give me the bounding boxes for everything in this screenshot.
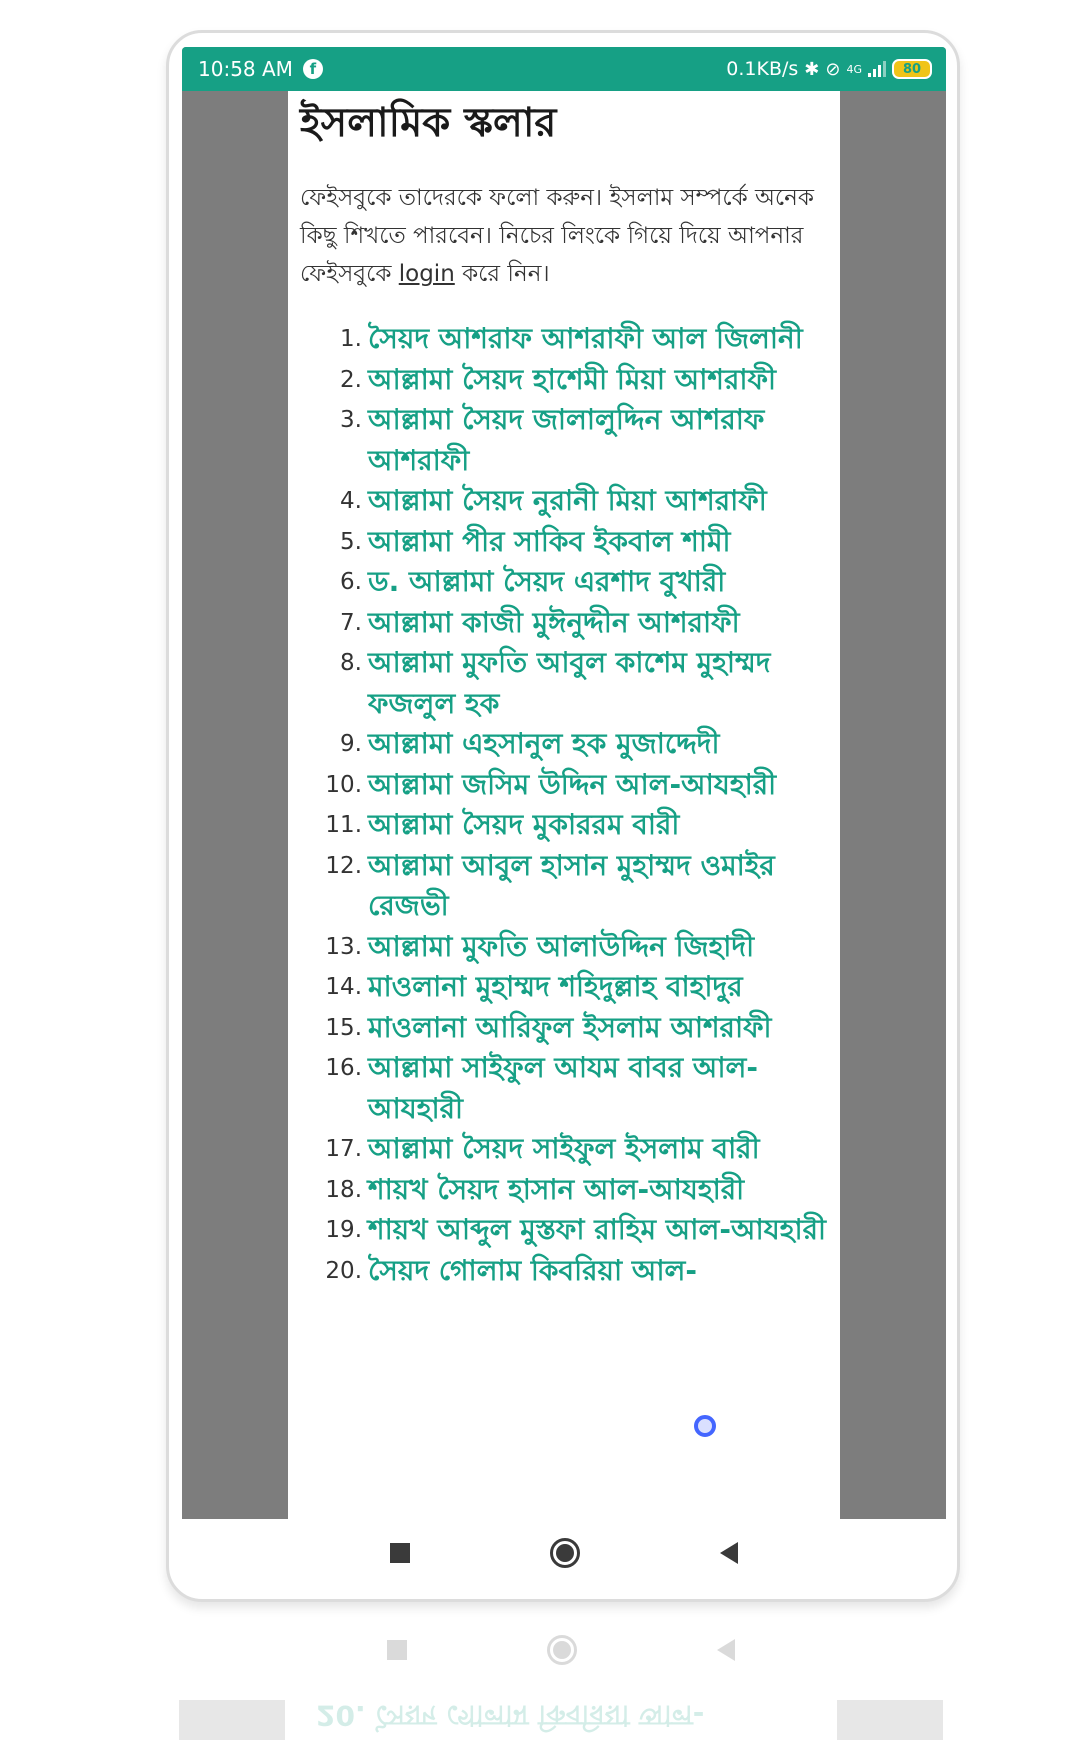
list-number: 20.	[325, 1257, 362, 1284]
status-left	[198, 57, 323, 81]
scholar-link[interactable]: সৈয়দ আশরাফ আশরাফী আল জিলানী	[368, 322, 803, 355]
scholar-link[interactable]: আল্লামা পীর সাকিব ইকবাল শামী	[368, 524, 731, 558]
list-number: 2.	[340, 366, 362, 393]
home-circle-icon[interactable]	[550, 1538, 580, 1568]
list-number: 16.	[325, 1055, 362, 1081]
list-number: 17.	[325, 1136, 362, 1162]
network-speed: 0.1KB/s	[726, 58, 799, 80]
scholar-link[interactable]: আল্লামা এহসানুল হক মুজাদ্দেদী	[368, 727, 720, 760]
reflection-text: 20. সৈয়দ গোলাম কিবরিয়া আল-	[316, 1699, 705, 1732]
battery-icon	[892, 59, 932, 79]
list-item[interactable]	[300, 1170, 828, 1211]
list-item[interactable]	[300, 319, 828, 360]
status-time: 10:58 AM	[198, 57, 293, 81]
scholar-link[interactable]: আল্লামা জসিম উদ্দিন আল-আযহারী	[368, 767, 777, 801]
list-number: 9.	[340, 731, 362, 757]
list-number: 1.	[340, 326, 362, 352]
list-number: 14.	[325, 974, 362, 1000]
reflection-home-icon	[547, 1635, 577, 1665]
scholar-link[interactable]: আল্লামা কাজী মুঈনুদ্দীন আশরাফী	[368, 605, 740, 639]
list-item[interactable]	[300, 1129, 828, 1170]
reflection-nav	[179, 1630, 943, 1670]
scholar-link[interactable]: আল্লামা সৈয়দ নুরানী মিয়া আশরাফী	[368, 484, 767, 517]
scholar-link[interactable]: আল্লামা মুফতি আলাউদ্দিন জিহাদী	[368, 929, 755, 963]
list-item[interactable]	[300, 562, 828, 603]
status-bar	[182, 47, 946, 91]
list-item[interactable]	[300, 927, 828, 968]
list-number: 8.	[340, 650, 362, 676]
scholar-link[interactable]: সৈয়দ গোলাম কিবরিয়া আল-	[368, 1253, 697, 1287]
list-number: 11.	[325, 812, 362, 838]
list-item[interactable]	[300, 643, 828, 724]
facebook-icon: f	[303, 59, 323, 79]
scholar-link[interactable]: আল্লামা সৈয়দ জালালুদ্দিন আশরাফ আশরাফী	[368, 403, 765, 477]
list-number: 15.	[325, 1014, 362, 1041]
list-item[interactable]	[300, 360, 828, 401]
list-item[interactable]	[300, 967, 828, 1008]
battery-level: 80	[902, 61, 922, 77]
recents-square-icon[interactable]	[390, 1543, 410, 1563]
list-number: 4.	[340, 488, 362, 514]
phone-reflection	[166, 1610, 960, 1740]
navigation-bar	[182, 1519, 946, 1587]
reflection-back-icon	[717, 1639, 735, 1661]
list-number: 19.	[325, 1217, 362, 1243]
bluetooth-icon: ✱	[804, 58, 820, 80]
intro-paragraph	[300, 179, 828, 293]
list-item[interactable]	[300, 400, 828, 481]
back-triangle-icon[interactable]	[720, 1542, 738, 1564]
touch-indicator	[694, 1415, 716, 1437]
list-number: 18.	[325, 1176, 362, 1203]
scholar-link[interactable]: আল্লামা সৈয়দ মুকাররম বারী	[368, 808, 680, 841]
scholar-list	[300, 319, 828, 1291]
reflection-square-icon	[387, 1640, 407, 1660]
list-number: 5.	[340, 528, 362, 555]
list-item[interactable]	[300, 522, 828, 563]
status-right	[726, 58, 932, 80]
scholar-link[interactable]: আল্লামা সৈয়দ হাশেমী মিয়া আশরাফী	[368, 362, 776, 396]
scholar-link[interactable]: আল্লামা মুফতি আবুল কাশেম মুহাম্মদ ফজলুল হক	[368, 646, 771, 720]
signal-icon	[868, 61, 886, 77]
login-link[interactable]: login	[398, 261, 455, 287]
scholar-link[interactable]: মাওলানা মুহাম্মদ শহিদুল্লাহ বাহাদুর	[368, 970, 743, 1003]
reflection-gray-left	[179, 1700, 285, 1740]
scholar-link[interactable]: মাওলানা আরিফুল ইসলাম আশরাফী	[368, 1010, 772, 1044]
scholar-link[interactable]: শায়খ আব্দুল মুস্তফা রাহিম আল-আযহারী	[368, 1213, 826, 1246]
list-number: 10.	[325, 771, 362, 798]
list-number: 13.	[325, 933, 362, 960]
reflection-gray-right	[837, 1700, 943, 1740]
scholar-link[interactable]: শায়খ সৈয়দ হাসান আল-আযহারী	[368, 1172, 745, 1206]
list-item[interactable]	[300, 481, 828, 522]
list-number: 6.	[340, 569, 362, 595]
phone-frame	[166, 30, 960, 1602]
phone-screen	[182, 47, 946, 1519]
intro-text: ফেইসবুকে তাদেরকে ফলো করুন। ইসলাম সম্পর্কে অনেক কিছু শিখতে পারবেন। নিচের লিংকে গিয়ে দিয়ে আপনার ফেইসবুকে	[300, 185, 814, 287]
page-content[interactable]	[288, 91, 840, 1519]
list-number: 7.	[340, 609, 362, 636]
list-number: 3.	[340, 407, 362, 433]
list-item[interactable]	[300, 1008, 828, 1049]
scholar-link[interactable]: আল্লামা সৈয়দ সাইফুল ইসলাম বারী	[368, 1132, 760, 1165]
list-item[interactable]	[300, 1048, 828, 1129]
list-item[interactable]	[300, 603, 828, 644]
page-title: ইসলামিক স্কলার	[300, 100, 557, 146]
intro-suffix: করে নিন।	[454, 261, 550, 287]
list-item[interactable]	[300, 765, 828, 806]
scholar-link[interactable]: আল্লামা আবুল হাসান মুহাম্মদ ওমাইর রেজভী	[368, 848, 775, 922]
network-type: 4G	[846, 62, 862, 76]
list-number: 12.	[325, 852, 362, 879]
list-item[interactable]	[300, 846, 828, 927]
list-item[interactable]	[300, 724, 828, 765]
reflection-inner	[166, 1610, 960, 1740]
scholar-link[interactable]: আল্লামা সাইফুল আযম বাবর আল-আযহারী	[368, 1051, 759, 1125]
scholar-link[interactable]: ড. আল্লামা সৈয়দ এরশাদ বুখারী	[368, 565, 726, 598]
list-item[interactable]	[300, 1251, 828, 1292]
mute-icon: ⊘	[825, 58, 841, 80]
list-item[interactable]	[300, 1210, 828, 1251]
list-item[interactable]	[300, 805, 828, 846]
